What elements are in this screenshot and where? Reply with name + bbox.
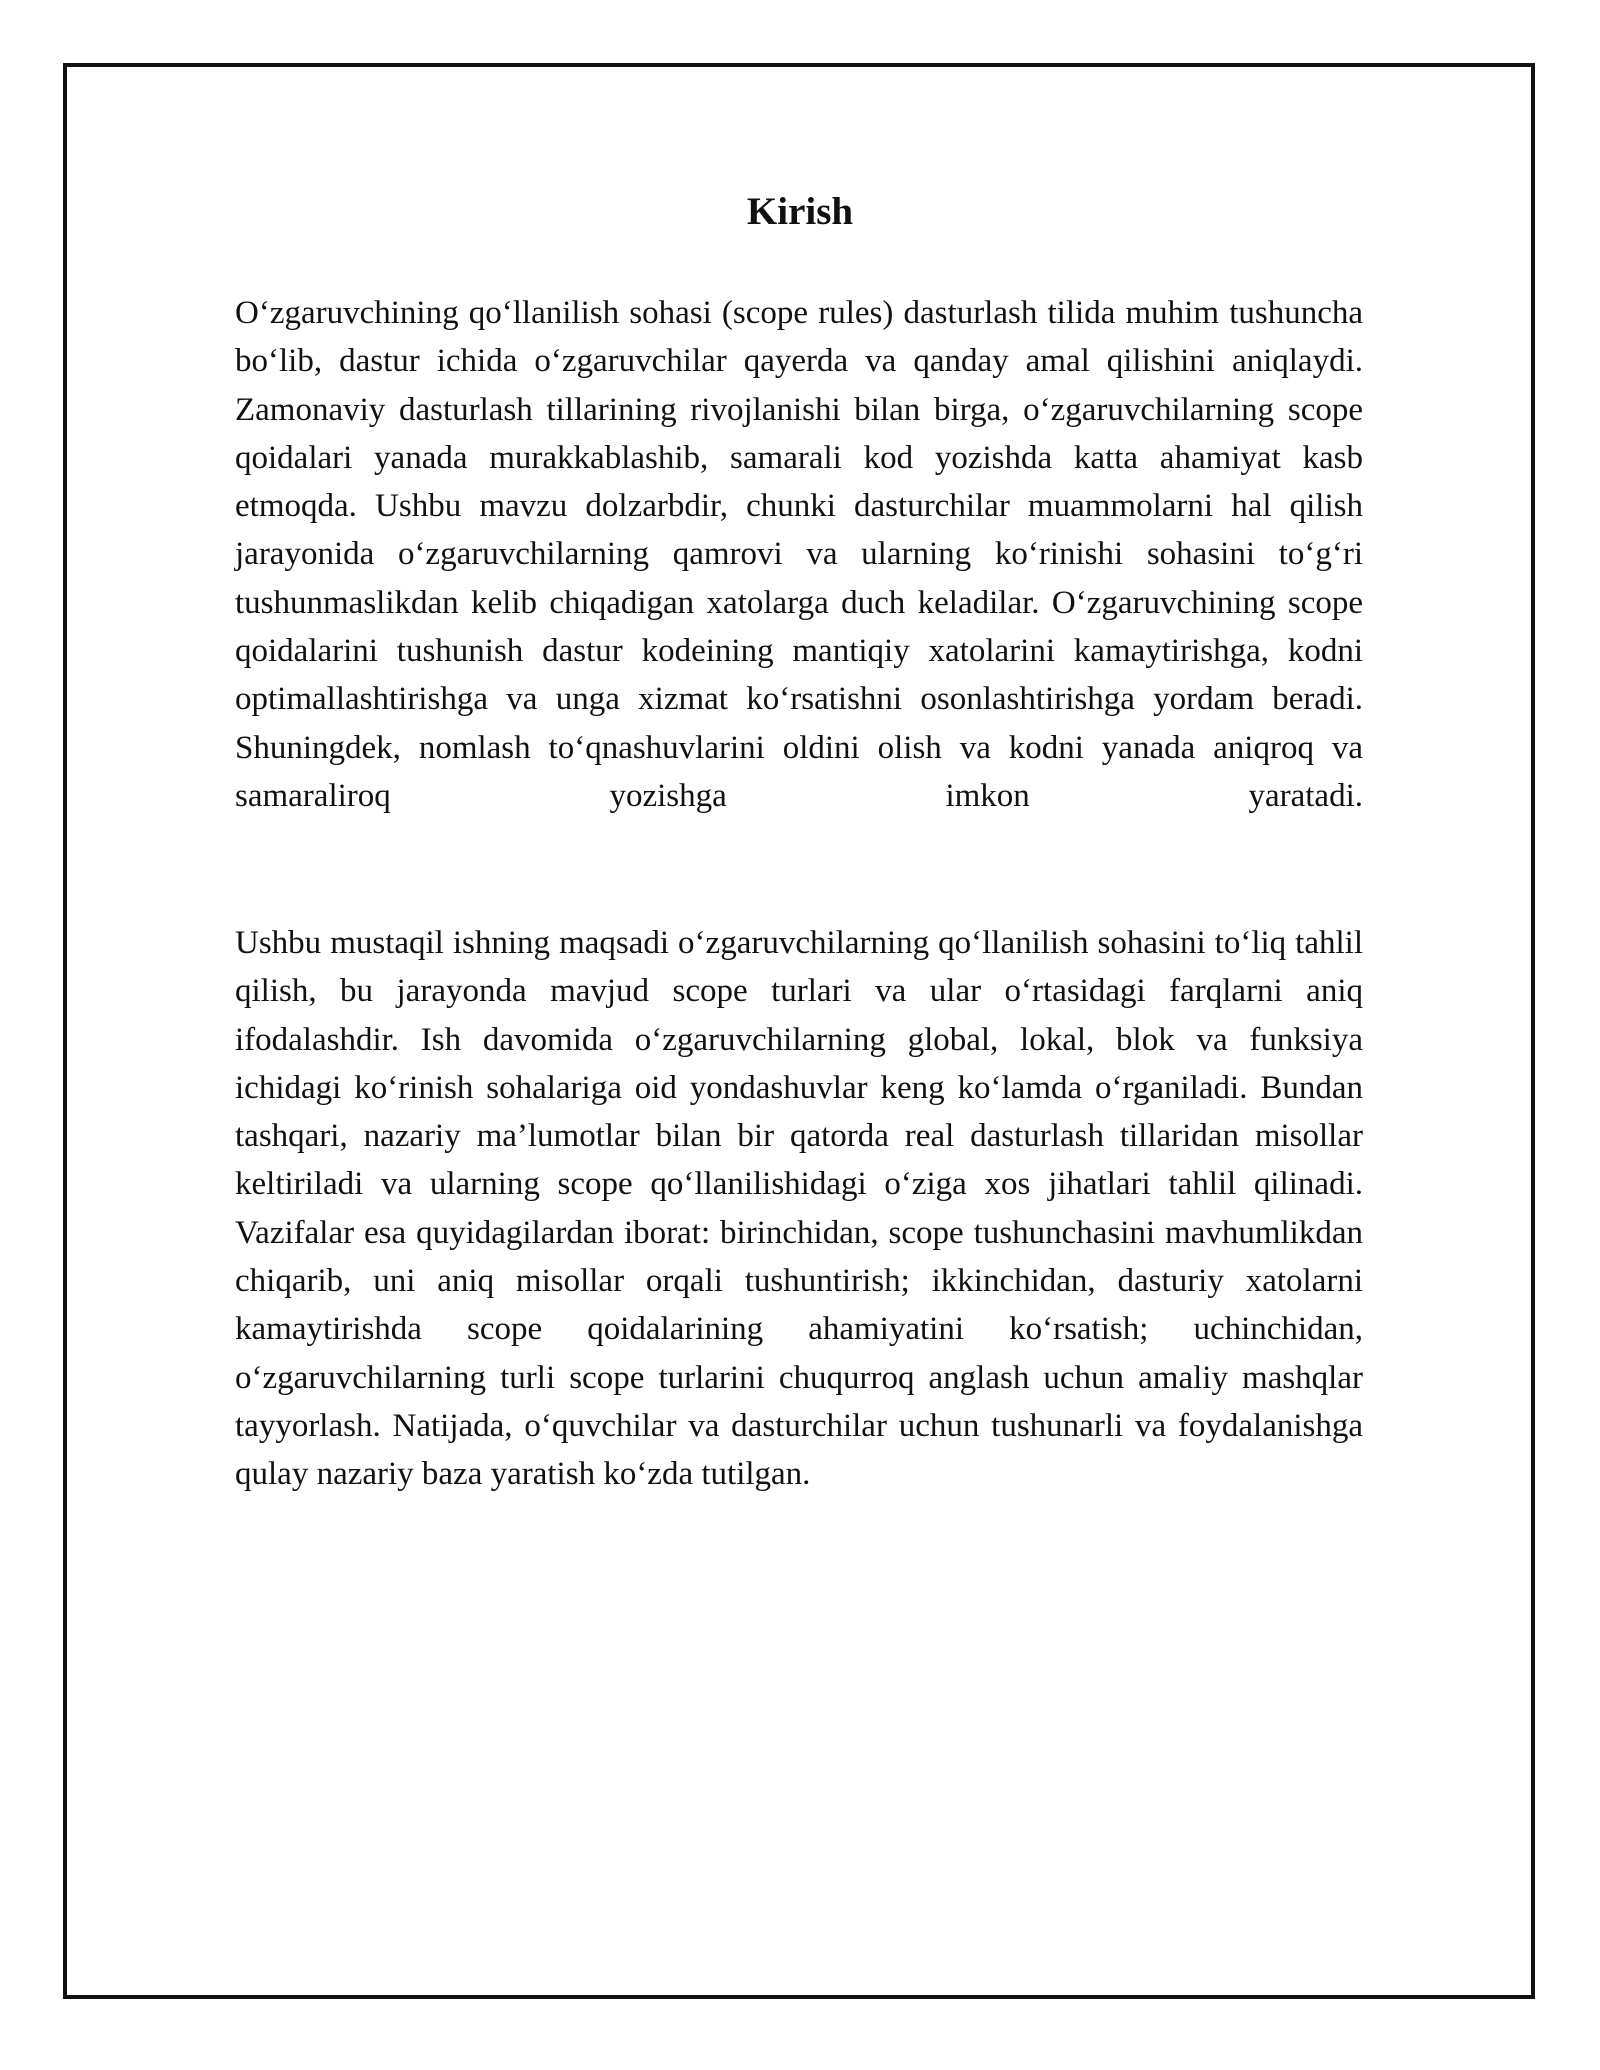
paragraph-objectives: Ushbu mustaqil ishning maqsadi o‘zgaruvchilarning qo‘llanilish sohasini to‘liq tahlil qilish, bu jarayonda mavjud scope turlari va ular o‘rtasidagi farqlarni aniq ifodalashdir. Ish davomida o‘zgaruvchilarning global, lokal, blok va funksiya ichidagi ko‘rinish sohalariga oid yondashuvlar keng ko‘lamda o‘rganiladi. Bundan tashqari, nazariy ma’lumotlar bilan bir qatorda real dasturlash tillaridan misollar keltiriladi va ularning scope qo‘llanilishidagi o‘ziga xos jihatlari tahlil qilinadi. Vazifalar esa quyidagilardan iborat: birinchidan, scope tushunchasini mavhumlikdan chiqarib, uni aniq misollar orqali tushuntirish; ikkinchidan, dasturiy xatolarni kamaytirishda scope qoidalarining ahamiyatini ko‘rsatish; uchinchidan, o‘zgaruvchilarning turli scope turlarini chuqurroq anglash uchun amaliy mashqlar tayyorlash. Natijada, o‘quvchilar va dasturchilar uchun tushunarli va foydalanishga qulay nazariy baza yaratish ko‘zda tutilgan. [235,925,1363,1493]
paragraph-introduction: O‘zgaruvchining qo‘llanilish sohasi (scope rules) dasturlash tilida muhim tushuncha bo‘lib, dastur ichida o‘zgaruvchilar qayerda va qanday amal qilishini aniqlaydi. Zamonaviy dasturlash tillarining rivojlanishi bilan birga, o‘zgaruvchilarning scope qoidalari yanada murakkablashib, samarali kod yozishda katta ahamiyat kasb etmoqda. Ushbu mavzu dolzarbdir, chunki dasturchilar muammolarni hal qilish jarayonida o‘zgaruvchilarning qamrovi va ularning ko‘rinishi sohasini to‘g‘ri tushunmaslikdan kelib chiqadigan xatolarga duch keladilar. O‘zgaruvchining scope qoidalarini tushunish dastur kodeining mantiqiy xatolarini kamaytirishga, kodni optimallashtirishga va unga xizmat ko‘rsatishni osonlashtirishga yordam beradi. Shuningdek, nomlash to‘qnashuvlarini oldini olish va kodni yanada aniqroq va samaraliroq yozishga imkon yaratadi. [235,295,1363,814]
page-title: Kirish [746,190,854,233]
